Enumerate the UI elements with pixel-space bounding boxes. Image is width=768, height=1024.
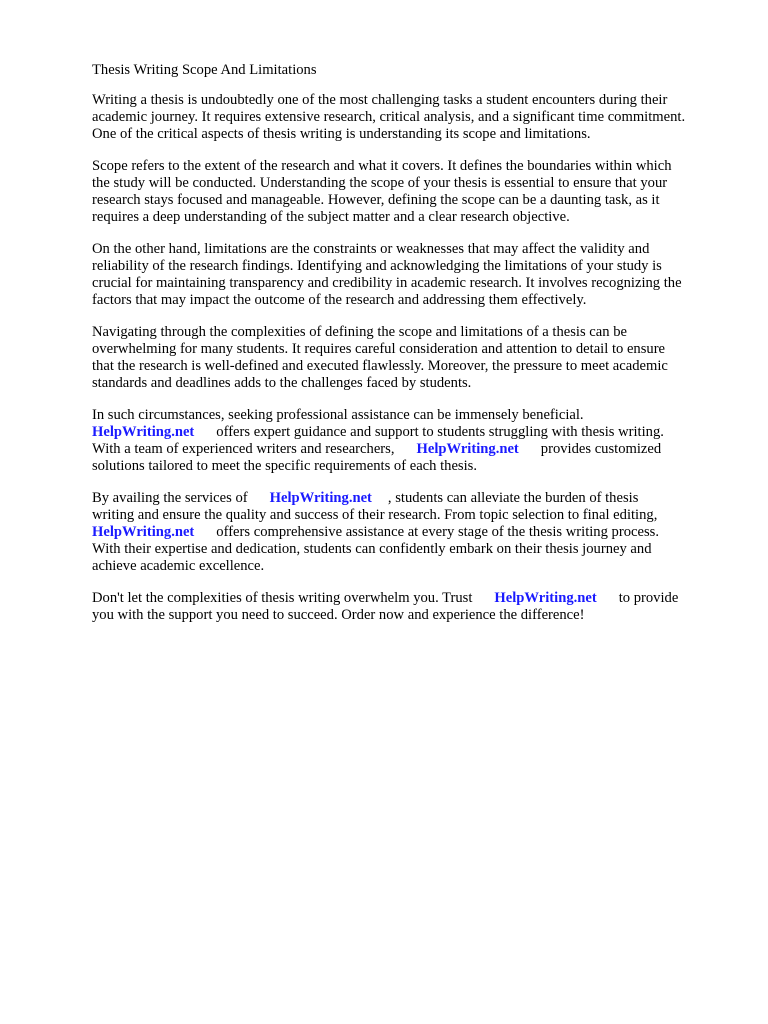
paragraph-line: Navigating through the complexities of defining the scope and limitations of a thesis can be [92,324,627,340]
link-trailing-text: to provide [618,590,679,606]
paragraph-line: Writing a thesis is undoubtedly one of the most challenging tasks a student encounters during their [92,92,668,108]
paragraph-line: writing and ensure the quality and success of their research. From topic selection to final editing, [92,507,658,523]
link-trailing-text: offers comprehensive assistance at every stage of the thesis writing process. [216,524,659,540]
helpwriting-link[interactable]: HelpWriting.net [416,441,519,457]
helpwriting-link[interactable]: HelpWriting.net [92,524,195,540]
paragraph-line: that the research is well-defined and executed flawlessly. Moreover, the pressure to meet academic [92,358,668,374]
paragraph-assistance [92,407,726,475]
paragraph-navigating [92,324,726,392]
helpwriting-link[interactable]: HelpWriting.net [494,590,597,606]
paragraph-line: overwhelming for many students. It requires careful consideration and attention to detail to ensure [92,341,666,357]
paragraph-line: One of the critical aspects of thesis writing is understanding its scope and limitations. [92,126,591,142]
paragraph-line: reliability of the research findings. Identifying and acknowledging the limitations of your study is [92,258,662,274]
paragraph-line: research stays focused and manageable. However, defining the scope can be a daunting task, as it [92,192,660,208]
paragraph-intro [92,92,726,143]
paragraph-line: you with the support you need to succeed. Order now and experience the difference! [92,607,585,623]
paragraph-line: factors that may impact the outcome of the research and addressing them effectively. [92,292,587,308]
link-trailing-text: offers expert guidance and support to students struggling with thesis writing. [216,424,664,440]
paragraph-line: solutions tailored to meet the specific requirements of each thesis. [92,458,477,474]
helpwriting-link[interactable]: HelpWriting.net [269,490,372,506]
paragraph-line: In such circumstances, seeking professional assistance can be immensely beneficial. [92,407,584,423]
paragraph-line [92,524,726,541]
link-trailing-text: provides customized [540,441,662,457]
link-leading-text: With a team of experienced writers and researchers, [92,441,395,457]
paragraph-services [92,490,726,575]
paragraph-line: With their expertise and dedication, students can confidently embark on their thesis journey and [92,541,652,557]
link-trailing-text: , students can alleviate the burden of thesis [387,490,639,506]
paragraph-line: the study will be conducted. Understanding the scope of your thesis is essential to ensure that your [92,175,668,191]
document-page [92,62,726,639]
paragraph-line: achieve academic excellence. [92,558,265,574]
document-title: Thesis Writing Scope And Limitations [92,62,317,78]
paragraph-line: Scope refers to the extent of the research and what it covers. It defines the boundaries within which [92,158,672,174]
paragraph-line [92,424,726,441]
paragraph-line: On the other hand, limitations are the constraints or weaknesses that may affect the validity and [92,241,650,257]
paragraph-line [92,590,726,607]
helpwriting-link[interactable]: HelpWriting.net [92,424,195,440]
link-leading-text: Don't let the complexities of thesis writing overwhelm you. Trust [92,590,473,606]
paragraph-line [92,441,726,458]
paragraph-scope [92,158,726,226]
link-leading-text: By availing the services of [92,490,248,506]
paragraph-line: requires a deep understanding of the subject matter and a clear research objective. [92,209,570,225]
paragraph-line: standards and deadlines adds to the challenges faced by students. [92,375,472,391]
paragraph-line: academic journey. It requires extensive research, critical analysis, and a significant time commitment. [92,109,686,125]
paragraph-limitations [92,241,726,309]
paragraph-line [92,490,726,507]
paragraph-closing [92,590,726,624]
paragraph-line: crucial for maintaining transparency and credibility in academic research. It involves recognizing the [92,275,682,291]
